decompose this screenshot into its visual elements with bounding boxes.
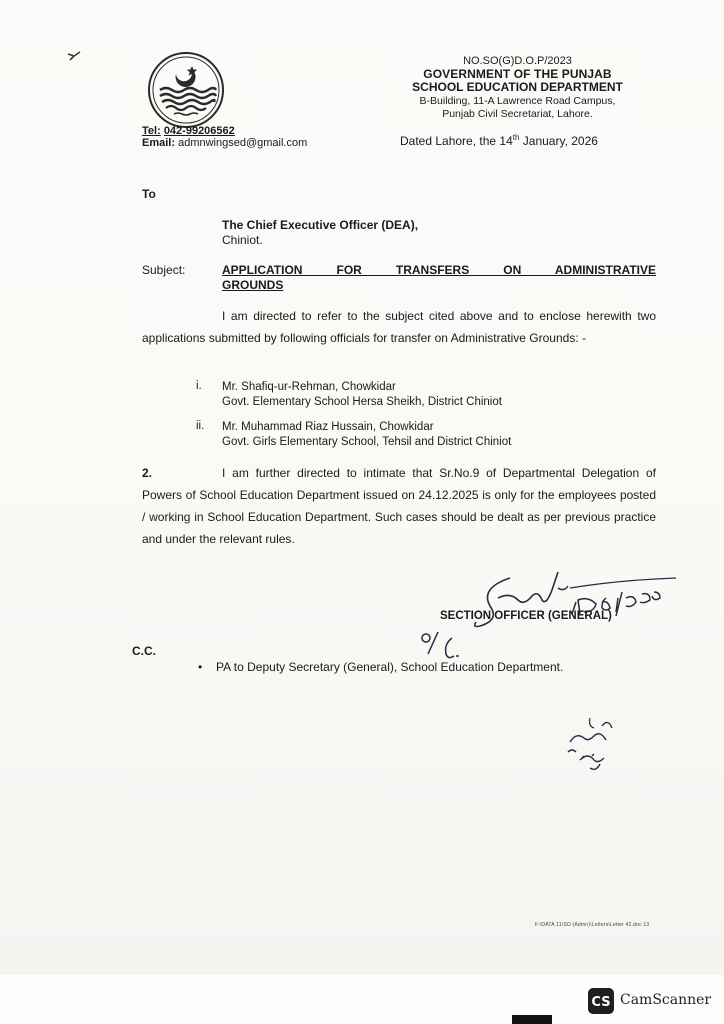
official-1-number: i. [196,380,202,392]
handwritten-initials [418,628,468,664]
file-path-reference: F:\DATA 11\SO (Admn)\Letters\Letter 42.doc 13 [535,922,650,928]
official-1-school: Govt. Elementary School Hersa Sheikh, District Chiniot [222,396,502,408]
email-address: admnwingsed@gmail.com [178,137,308,149]
paragraph-2-text: I am further directed to intimate that Sr.No.9 of Departmental Delegation of Powers of School Education Department issued on 24.12.2025 is only for the employees posted / working in School Education Department. Such cases should be dealt as per previous practice and under the relevant rules. [142,466,656,546]
reference-number: NO.SO(G)D.O.P/2023 [463,55,572,67]
paragraph-2-number: 2. [142,466,153,480]
address-line-1: B-Building, 11-A Lawrence Road Campus, [419,95,616,107]
cc-label: C.C. [132,644,156,658]
to-label: To [142,187,156,201]
date-suffix: January, 2026 [519,134,598,148]
official-2-school: Govt. Girls Elementary School, Tehsil and District Chiniot [222,436,512,448]
subject-line-1: APPLICATION FOR TRANSFERS ON ADMINISTRATIVE [222,263,656,277]
camscanner-logo-text: CS [591,995,611,1010]
addressee-city: Chiniot. [222,233,263,247]
date-line [400,133,640,148]
address-line-2: Punjab Civil Secretariat, Lahore. [442,108,593,120]
camscanner-logo-icon [588,988,614,1014]
email [142,137,307,149]
subject-line-2: GROUNDS [222,278,284,292]
date-ordinal: th [512,133,520,142]
paragraph-2 [142,462,656,550]
pin-mark-icon [64,48,84,62]
handwritten-note [560,714,620,776]
camscanner-watermark: CamScanner [620,992,712,1008]
official-2-number: ii. [196,420,205,432]
official-2 [222,420,511,450]
signatory-title: SECTION OFFICER (GENERAL) [440,610,612,622]
official-1-name: Mr. Shafiq-ur-Rehman, Chowkidar [222,381,396,393]
telephone-label: Tel: [142,125,161,137]
bottom-black-tab [512,1015,552,1024]
government-name: GOVERNMENT OF THE PUNJAB [423,67,612,81]
telephone-number: 042-99206562 [163,125,235,137]
date-prefix: Dated Lahore, the 14 [400,134,513,148]
department-name: SCHOOL EDUCATION DEPARTMENT [412,80,623,94]
official-2-name: Mr. Muhammad Riaz Hussain, Chowkidar [222,421,434,433]
addressee: The Chief Executive Officer (DEA), [222,218,419,232]
punjab-government-seal [146,50,226,130]
official-1 [222,380,502,410]
cc-item-text: PA to Deputy Secretary (General), School Education Department. [216,660,564,674]
subject-label: Subject: [142,263,186,277]
telephone [142,125,235,137]
handwritten-signature [440,568,680,648]
cc-item [198,660,563,674]
bullet-icon: • [198,660,203,674]
email-label: Email: [142,137,176,149]
paragraph-1: I am directed to refer to the subject cited above and to enclose herewith two applications submitted by following officials for transfer on Administrative Grounds: - [142,309,656,345]
